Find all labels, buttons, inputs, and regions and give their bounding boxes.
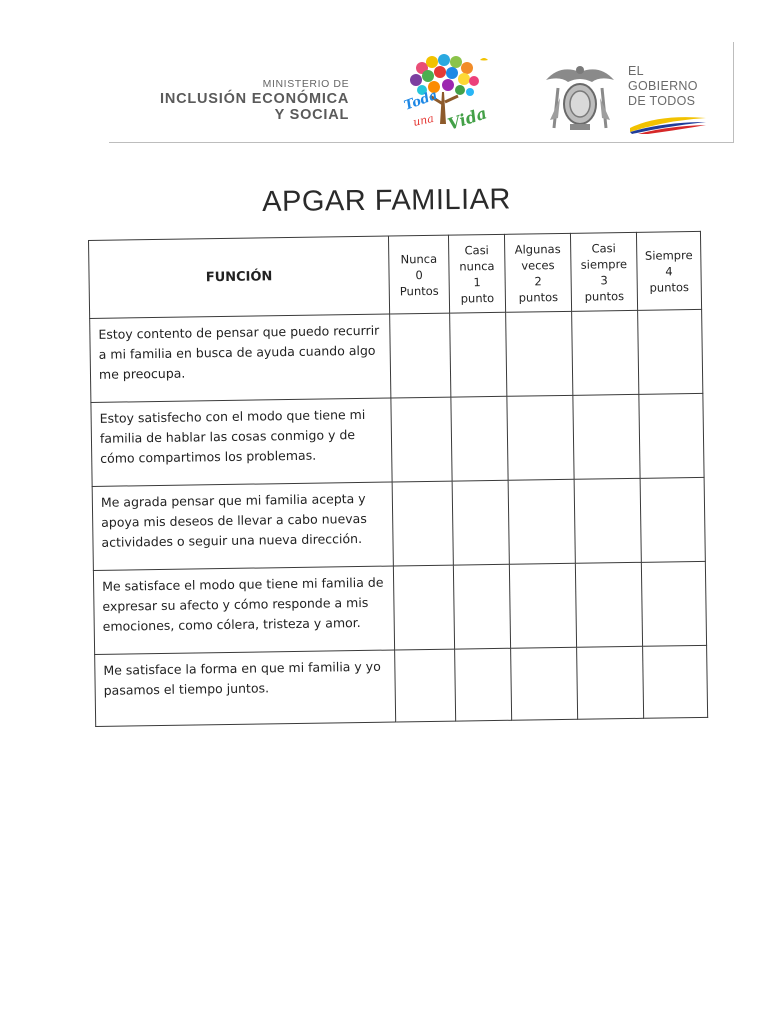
- option-label: Casi nunca: [459, 242, 495, 273]
- answer-cell-casi-nunca[interactable]: [452, 480, 509, 565]
- answer-cell-algunas-veces[interactable]: [508, 479, 575, 564]
- option-label: Siempre: [644, 247, 693, 263]
- table-row: [95, 645, 708, 726]
- answer-cell-casi-siempre[interactable]: [574, 478, 641, 563]
- answer-cell-nunca[interactable]: [393, 565, 454, 650]
- ministry-line-3: Y SOCIAL: [274, 107, 350, 123]
- gov-line-1: EL: [628, 64, 644, 78]
- question-cell: Estoy contento de pensar que puedo recurrir a mi familia en busca de ayuda cuando algo me preocupa.: [90, 314, 391, 402]
- option-score: 0: [415, 267, 423, 282]
- ecuador-coat-of-arms-icon: [540, 58, 620, 136]
- toda-una-vida-tree-logo: [400, 52, 496, 134]
- option-header-nunca: [388, 235, 449, 314]
- question-cell: Me satisface la forma en que mi familia y yo pasamos el tiempo juntos.: [95, 650, 396, 726]
- answer-cell-siempre[interactable]: [638, 309, 703, 394]
- campaign-word-toda: Toda: [402, 87, 440, 114]
- answer-cell-casi-siempre[interactable]: [575, 562, 642, 647]
- table-row: [93, 561, 706, 654]
- option-score: 3: [600, 272, 608, 287]
- option-score: 4: [665, 263, 673, 278]
- apgar-table: [88, 231, 708, 727]
- answer-cell-siempre[interactable]: [641, 561, 706, 646]
- option-unit: puntos: [649, 279, 690, 295]
- option-unit: punto: [460, 290, 495, 305]
- answer-cell-siempre[interactable]: [640, 477, 705, 562]
- option-unit: puntos: [518, 289, 559, 305]
- table-row: [90, 309, 703, 402]
- campaign-word-una: una: [411, 111, 435, 129]
- option-header-casi-siempre: [570, 232, 637, 311]
- answer-cell-nunca[interactable]: [391, 397, 452, 482]
- answer-cell-casi-siempre[interactable]: [577, 646, 644, 719]
- question-cell: Me agrada pensar que mi familia acepta y apoya mis deseos de llevar a cabo nuevas actividades o seguir una nueva dirección.: [92, 482, 393, 570]
- table-row: [92, 477, 705, 570]
- option-label: Nunca: [400, 251, 438, 266]
- answer-cell-casi-nunca[interactable]: [455, 648, 512, 721]
- table-header-row: [89, 231, 702, 318]
- question-cell: Me satisface el modo que tiene mi familia de expresar su afecto y cómo responde a mis emociones, como cólera, tristeza y amor.: [93, 566, 394, 654]
- gov-line-2: GOBIERNO: [628, 79, 698, 93]
- answer-cell-casi-siempre[interactable]: [572, 310, 639, 395]
- option-label: Casi siempre: [580, 240, 628, 272]
- answer-cell-nunca[interactable]: [395, 649, 456, 722]
- option-score: 2: [534, 273, 542, 288]
- answer-cell-algunas-veces[interactable]: [507, 395, 574, 480]
- ministry-line-2: INCLUSIÓN ECONÓMICA: [160, 91, 350, 107]
- answer-cell-algunas-veces[interactable]: [509, 563, 576, 648]
- document-title: APGAR FAMILIAR: [262, 183, 512, 218]
- option-unit: puntos: [584, 288, 625, 304]
- option-label: Algunas veces: [514, 241, 561, 273]
- table-row: [91, 393, 704, 486]
- answer-cell-casi-nunca[interactable]: [453, 564, 510, 649]
- option-score: 1: [473, 274, 481, 289]
- campaign-word-vida: Vida: [445, 103, 490, 134]
- answer-cell-siempre[interactable]: [643, 645, 708, 718]
- answer-cell-nunca[interactable]: [392, 481, 453, 566]
- answer-cell-casi-nunca[interactable]: [450, 312, 507, 397]
- apgar-table-wrapper: [88, 231, 708, 727]
- answer-cell-algunas-veces[interactable]: [511, 647, 578, 720]
- option-unit: Puntos: [399, 283, 439, 298]
- option-header-casi-nunca: [448, 234, 505, 313]
- answer-cell-algunas-veces[interactable]: [506, 311, 573, 396]
- option-header-algunas-veces: [504, 233, 571, 312]
- gobierno-de-todos-text: [628, 64, 698, 109]
- gov-line-3: DE TODOS: [628, 94, 696, 108]
- ministry-line-1: MINISTERIO DE: [262, 78, 350, 90]
- function-column-header: FUNCIÓN: [89, 236, 390, 318]
- answer-cell-nunca[interactable]: [390, 313, 451, 398]
- flag-swoosh-icon: [628, 112, 708, 134]
- answer-cell-casi-siempre[interactable]: [573, 394, 640, 479]
- answer-cell-casi-nunca[interactable]: [451, 396, 508, 481]
- question-cell: Estoy satisfecho con el modo que tiene mi familia de hablar las cosas conmigo y de cómo compartimos los problemas.: [91, 398, 392, 486]
- answer-cell-siempre[interactable]: [639, 393, 704, 478]
- option-header-siempre: [636, 231, 701, 310]
- ministry-logo-text: [160, 78, 349, 123]
